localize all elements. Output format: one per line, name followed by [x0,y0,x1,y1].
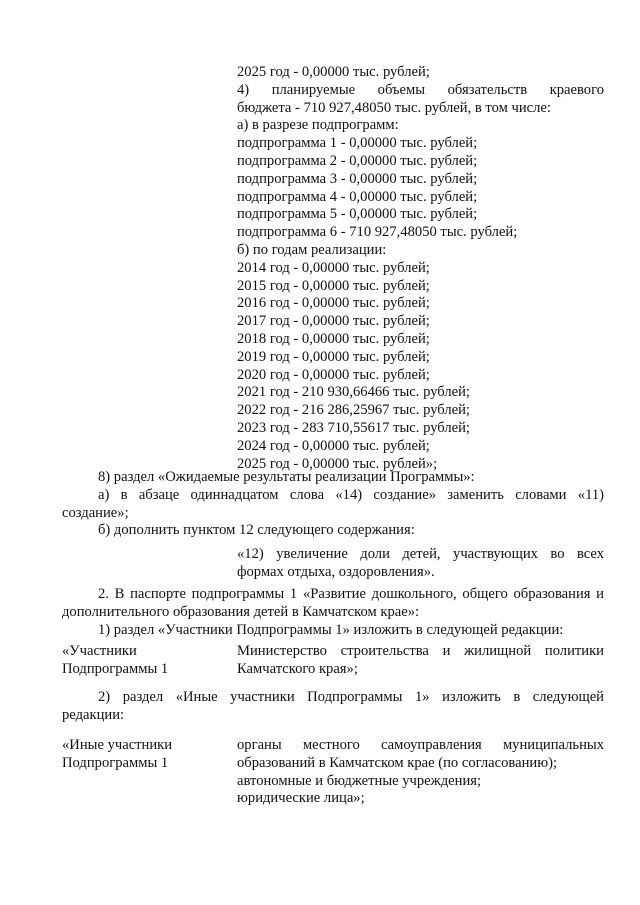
other-participants-value-line: юридические лица»; [237,790,365,807]
participants-label [62,643,222,679]
budget-line: 2014 год - 0,00000 тыс. рублей; [237,259,430,276]
participants-value-line: Камчатского края»; [237,660,358,677]
budget-block [237,64,604,473]
budget-line: 2024 год - 0,00000 тыс. рублей; [237,437,430,454]
budget-line: 2016 год - 0,00000 тыс. рублей; [237,295,430,312]
section-2-intro: 2. В паспорте подпрограммы 1 «Развитие дошкольного, общего образования и [98,586,604,602]
section-8-quote [237,546,604,582]
budget-line: подпрограмма 6 - 710 927,48050 тыс. рублей; [237,224,518,241]
section-2 [62,586,604,639]
section-2-intro-cont: дополнительного образования детей в Камчатском крае»: [62,603,420,620]
budget-line: 2017 год - 0,00000 тыс. рублей; [237,313,430,330]
budget-line: 2018 год - 0,00000 тыс. рублей; [237,330,430,347]
section-8-title: 8) раздел «Ожидаемые результаты реализации Программы»: [98,469,475,485]
other-participants-value-line: автономные и бюджетные учреждения; [237,772,482,789]
quote-line: «12) увеличение доли детей, участвующих во всех [237,546,604,562]
budget-line: 2025 год - 0,00000 тыс. рублей»; [237,455,438,472]
budget-line: бюджета - 710 927,48050 тыс. рублей, в том числе: [237,99,551,116]
budget-line: б) по годам реализации: [237,241,387,258]
other-participants-value-line: образований в Камчатском крае (по согласованию); [237,754,558,771]
quote-line: формах отдыха, оздоровления». [237,563,435,580]
budget-line: 2022 год - 216 286,25967 тыс. рублей; [237,402,470,419]
other-participants-label-line: «Иные участники [62,737,173,753]
section-2-item-2-line: редакции: [62,706,125,723]
budget-line: 2020 год - 0,00000 тыс. рублей; [237,366,430,383]
section-8 [62,469,604,540]
budget-line: а) в разрезе подпрограмм: [237,117,399,134]
other-participants-label-line: Подпрограммы 1 [62,754,169,771]
section-2-item-2-line: 2) раздел «Иные участники Подпрограммы 1» изложить в следующей [98,689,604,705]
participants-label-line: «Участники [62,643,137,659]
section-8-item-a-cont: создание»; [62,504,129,521]
budget-line: 2025 год - 0,00000 тыс. рублей; [237,64,430,80]
other-participants-value-line: органы местного самоуправления муниципальных [237,737,604,753]
budget-line: 4) планируемые объемы обязательств краевого [237,81,604,98]
budget-line: 2019 год - 0,00000 тыс. рублей; [237,348,430,365]
budget-line: 2021 год - 210 930,66466 тыс. рублей; [237,384,470,401]
budget-line: подпрограмма 5 - 0,00000 тыс. рублей; [237,206,478,223]
budget-line: 2023 год - 283 710,55617 тыс. рублей; [237,419,470,436]
participants-value [237,643,604,679]
budget-line: подпрограмма 1 - 0,00000 тыс. рублей; [237,135,478,152]
section-8-item-b: б) дополнить пунктом 12 следующего содержания: [98,522,415,539]
budget-line: подпрограмма 4 - 0,00000 тыс. рублей; [237,188,478,205]
section-2-item-2 [62,689,604,725]
participants-value-line: Министерство строительства и жилищной политики [237,643,604,659]
budget-line: подпрограмма 2 - 0,00000 тыс. рублей; [237,152,478,169]
budget-line: 2015 год - 0,00000 тыс. рублей; [237,277,430,294]
participants-label-line: Подпрограммы 1 [62,660,169,677]
section-2-item-1: 1) раздел «Участники Подпрограммы 1» изложить в следующей редакции: [98,621,564,638]
other-participants-value [237,737,604,808]
budget-line: подпрограмма 3 - 0,00000 тыс. рублей; [237,170,478,187]
other-participants-label [62,737,222,773]
section-8-item-a: а) в абзаце одиннадцатом слова «14) создание» заменить словами «11) [98,486,604,503]
